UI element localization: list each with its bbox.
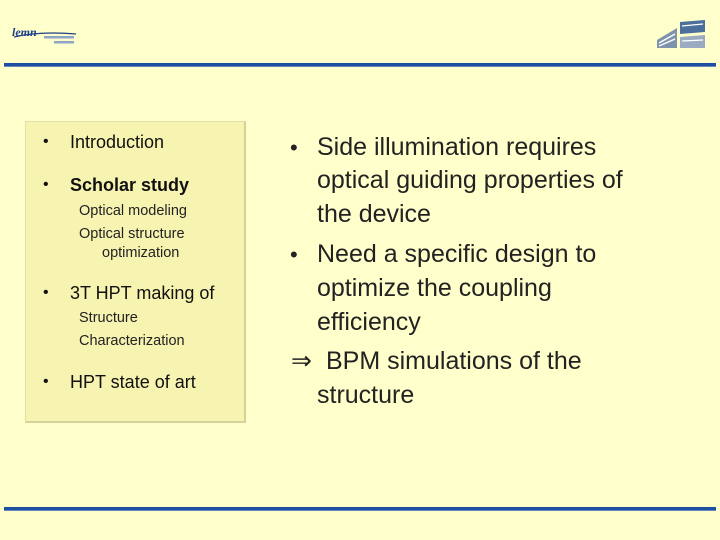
footer-rule bbox=[4, 507, 716, 511]
outline-subitem: Optical structure bbox=[79, 226, 185, 242]
outline-item-scholar-study: Scholar study bbox=[70, 175, 190, 195]
implies-arrow: ⇒ bbox=[291, 347, 312, 375]
outline-subitem: Optical modeling bbox=[79, 203, 187, 219]
conclusion-line-2: structure bbox=[317, 381, 415, 409]
outline-bullet: • bbox=[43, 284, 49, 301]
main-bullet: • bbox=[290, 135, 298, 160]
header-rule bbox=[4, 63, 716, 67]
institution-logo bbox=[655, 18, 707, 52]
outline-subitem: optimization bbox=[102, 245, 180, 261]
outline-subitem: Characterization bbox=[79, 333, 185, 349]
svg-text:lemn: lemn bbox=[12, 25, 37, 39]
main-bullet-2-line-2: optimize the coupling bbox=[317, 274, 552, 302]
outline-item-3t-hpt: 3T HPT making of bbox=[70, 283, 215, 303]
main-bullet-1-line-1: Side illumination requires bbox=[317, 133, 597, 161]
outline-bullet: • bbox=[43, 373, 49, 390]
outline-bullet: • bbox=[43, 176, 49, 193]
outline-bullet: • bbox=[43, 133, 49, 150]
main-bullet-2-line-1: Need a specific design to bbox=[317, 240, 597, 268]
outline-item-hpt-state: HPT state of art bbox=[70, 372, 196, 392]
main-bullet: • bbox=[290, 242, 298, 267]
lemn-logo bbox=[10, 22, 80, 48]
outline-subitem: Structure bbox=[79, 310, 138, 326]
main-bullet-2-line-3: efficiency bbox=[317, 308, 421, 336]
main-bullet-1-line-3: the device bbox=[317, 200, 431, 228]
conclusion-line-1: BPM simulations of the bbox=[326, 347, 582, 375]
outline-item-introduction: Introduction bbox=[70, 132, 165, 152]
main-bullet-1-line-2: optical guiding properties of bbox=[317, 166, 623, 194]
